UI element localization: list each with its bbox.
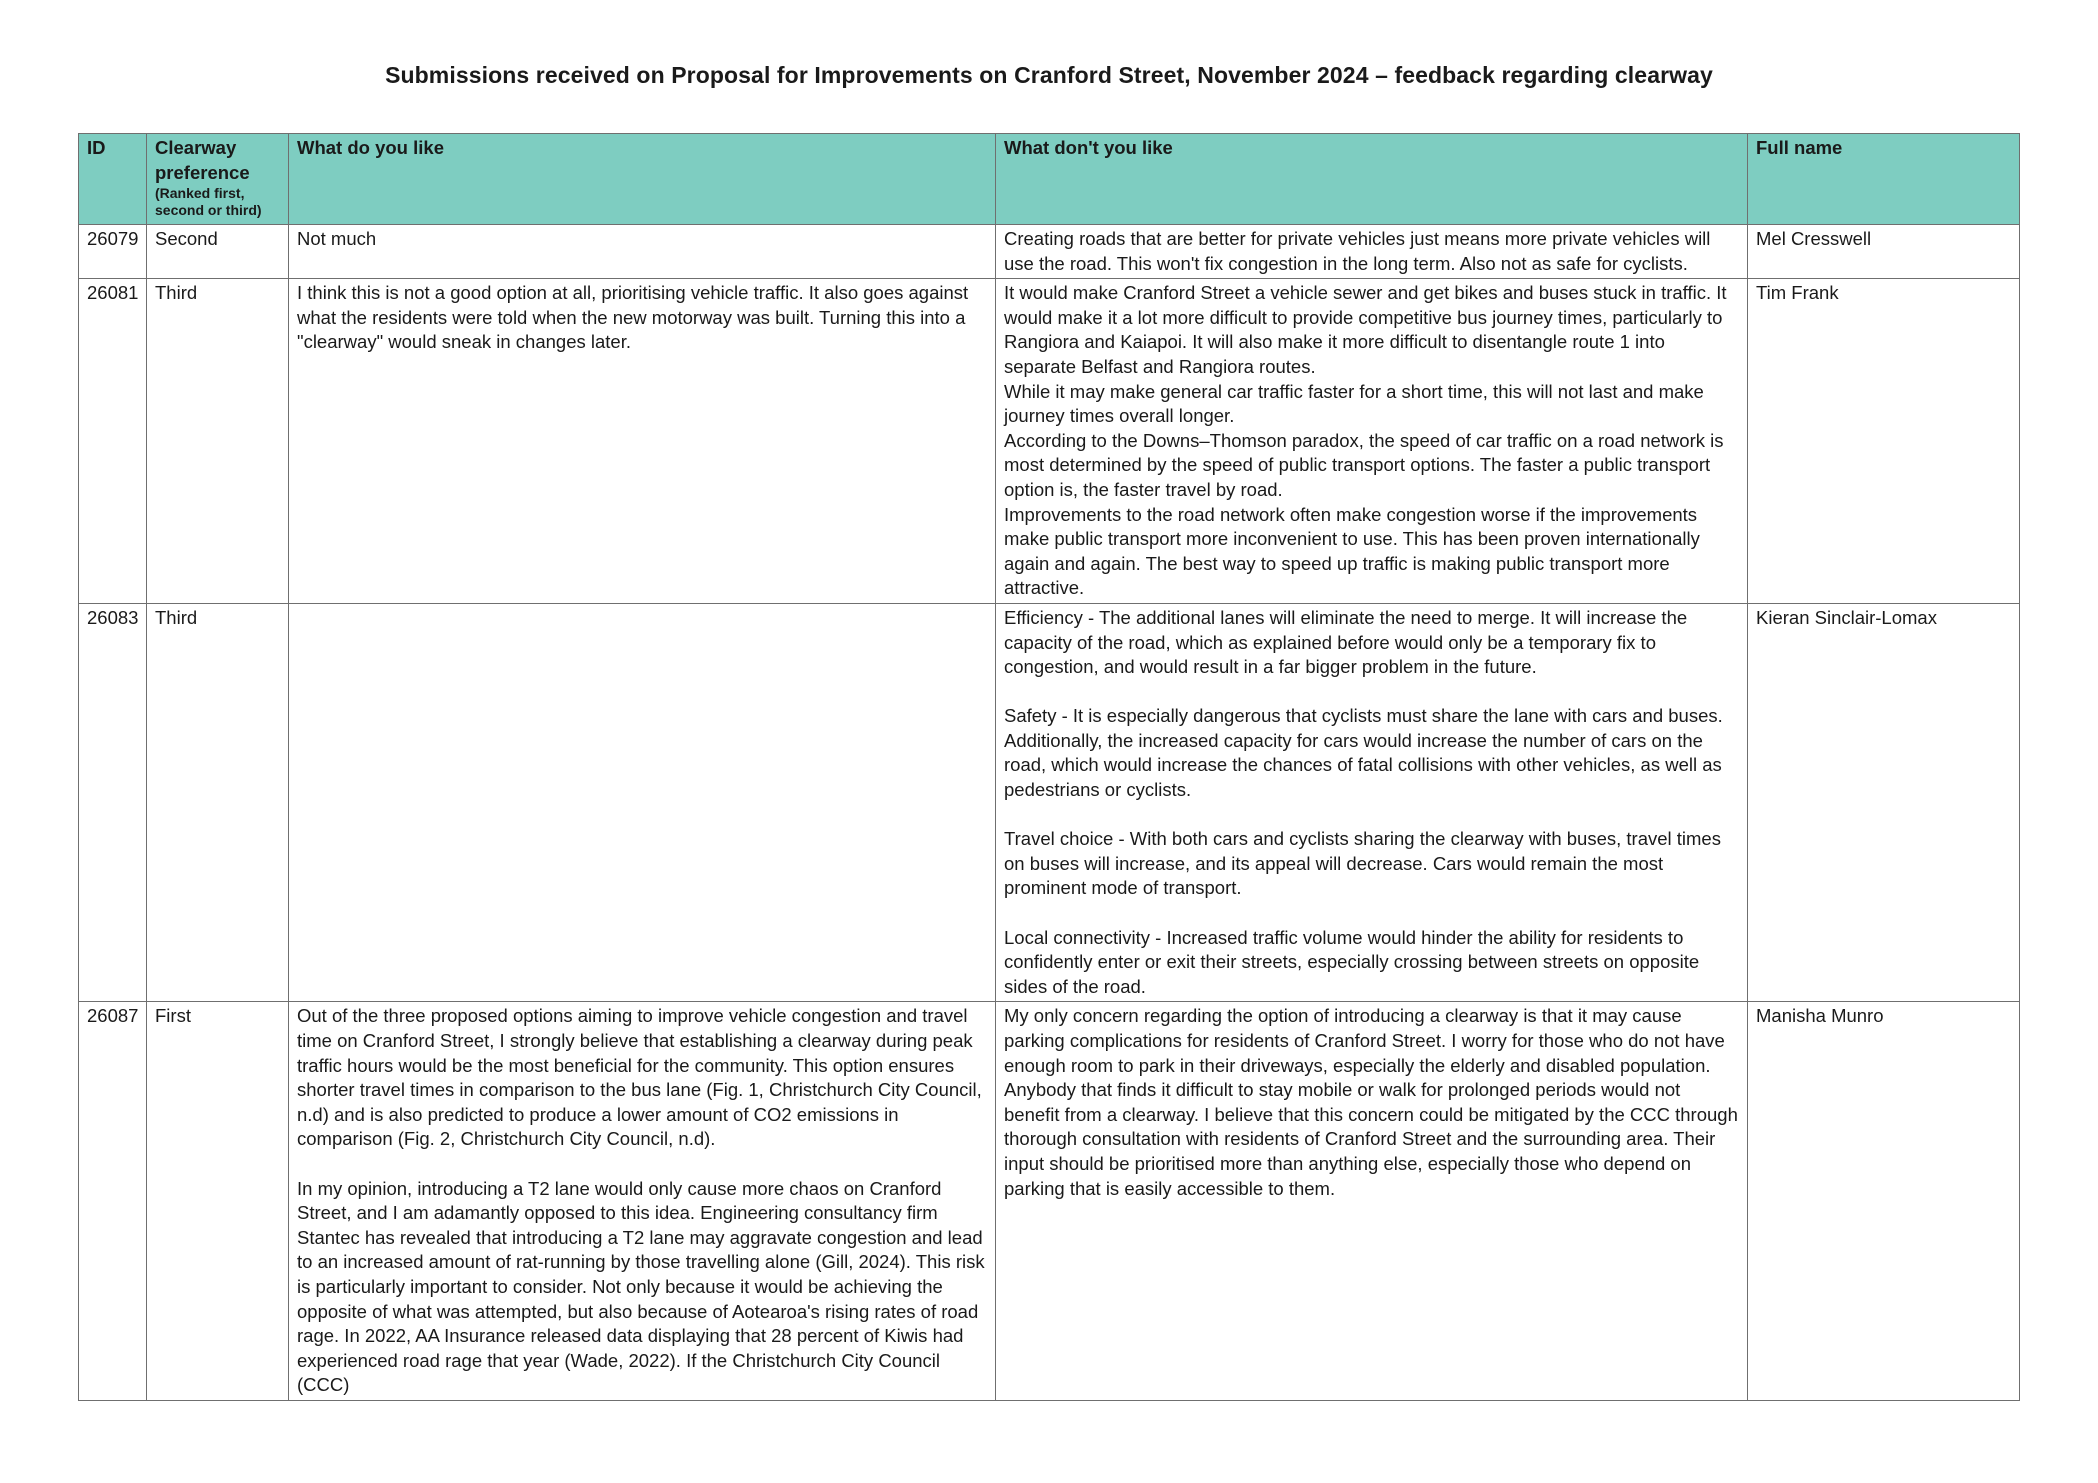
cell-preference: Third (147, 279, 289, 604)
cell-full-name: Kieran Sinclair-Lomax (1748, 603, 2020, 1002)
dislike-paragraph: Safety - It is especially dangerous that cyclists must share the lane with cars and buses. Additionally, the increased capacity for cars would increase the number of cars on the road, which would increase the chances of fatal collisions with other vehicles, as well as pedestrians or cyclists. (1004, 705, 1723, 801)
table-header-row (79, 134, 2020, 225)
header-full-name: Full name (1748, 134, 2020, 225)
dislike-line: While it may make general car traffic faster for a short time, this will not last and make journey times overall longer. (1004, 380, 1704, 427)
cell-like (289, 225, 996, 279)
header-what-you-dont-like: What don't you like (996, 134, 1748, 225)
dislike-paragraph: Creating roads that are better for private vehicles just means more private vehicles will use the road. This won't fix congestion in the long term. Also not as safe for cyclists. (1004, 228, 1711, 274)
cell-dislike (996, 279, 1748, 604)
table-row (79, 1002, 2020, 1401)
dislike-paragraph: Efficiency - The additional lanes will eliminate the need to merge. It will increase the capacity of the road, which as explained before would only be a temporary fix to congestion, and would result in a far bigger problem in the future. (1004, 606, 1688, 678)
cell-like (289, 603, 996, 1002)
cell-dislike (996, 1002, 1748, 1401)
submissions-table (78, 133, 2020, 1401)
cell-dislike (996, 225, 1748, 279)
document-title: Submissions received on Proposal for Improvements on Cranford Street, November 2024 – feedback regarding clearway (385, 62, 1713, 88)
cell-id: 26079 (79, 225, 147, 279)
cell-dislike (996, 603, 1748, 1002)
dislike-paragraph: Local connectivity - Increased traffic volume would hinder the ability for residents to confidently enter or exit their streets, especially crossing between streets on opposite sides of the road. (1004, 926, 1700, 997)
cell-full-name: Manisha Munro (1748, 1002, 2020, 1401)
like-paragraph: I think this is not a good option at all, prioritising vehicle traffic. It also goes against what the residents were told when the new motorway was built. Turning this into a "clearway" would sneak in changes later. (297, 282, 969, 353)
cell-preference: Second (147, 225, 289, 279)
cell-like (289, 1002, 996, 1401)
header-id: ID (79, 134, 147, 225)
cell-full-name: Mel Cresswell (1748, 225, 2020, 279)
dislike-line: Improvements to the road network often make congestion worse if the improvements make public transport more inconvenient to use. This has been proven internationally again and again. The best way to speed up traffic is making public transport more attractive. (1004, 503, 1700, 599)
cell-id: 26087 (79, 1002, 147, 1401)
like-paragraph: Not much (297, 228, 377, 249)
dislike-paragraph: Travel choice - With both cars and cyclists sharing the clearway with buses, travel times on buses will increase, and its appeal will decrease. Cars would remain the most prominent mode of transport. (1004, 828, 1721, 899)
header-preference-label: Clearway preference (155, 137, 250, 183)
header-what-you-like: What do you like (289, 134, 996, 225)
table-row (79, 603, 2020, 1002)
dislike-paragraph: My only concern regarding the option of introducing a clearway is that it may cause parking complications for residents of Cranford Street. I worry for those who do not have enough room to park in their driveways, especially the elderly and disabled population. Anybody that finds it difficult to stay mobile or walk for prolonged periods would not benefit from a clearway. I believe that this concern could be mitigated by the CCC through thorough consultation with residents of Cranford Street and the surrounding area. Their input should be prioritised more than anything else, especially those who depend on parking that is easily accessible to them. (1004, 1005, 1738, 1199)
table-row (79, 225, 2020, 279)
cell-id: 26081 (79, 279, 147, 604)
dislike-line: According to the Downs–Thomson paradox, the speed of car traffic on a road network is most determined by the speed of public transport options. The faster a public transport option is, the faster travel by road. (1004, 429, 1724, 500)
cell-full-name: Tim Frank (1748, 279, 2020, 604)
cell-id: 26083 (79, 603, 147, 1002)
like-paragraph: Out of the three proposed options aiming to improve vehicle congestion and travel time on Cranford Street, I strongly believe that establishing a clearway during peak traffic hours would be the most beneficial for the community. This option ensures shorter travel times in comparison to the bus lane (Fig. 1, Christchurch City Council, n.d) and is also predicted to produce a lower amount of CO2 emissions in comparison (Fig. 2, Christchurch City Council, n.d). (297, 1005, 982, 1150)
table-row (79, 279, 2020, 604)
dislike-line: It would make Cranford Street a vehicle sewer and get bikes and buses stuck in traffic. It would make it a lot more difficult to provide competitive bus journey times, particularly to Rangiora and Kaiapoi. It will also make it more difficult to disentangle route 1 into separate Belfast and Rangiora routes. (1004, 282, 1727, 377)
cell-preference: Third (147, 603, 289, 1002)
cell-preference: First (147, 1002, 289, 1401)
header-clearway-preference (147, 134, 289, 225)
header-preference-note: (Ranked first, second or third) (155, 185, 262, 219)
like-paragraph: In my opinion, introducing a T2 lane would only cause more chaos on Cranford Street, and I am adamantly opposed to this idea. Engineering consultancy firm Stantec has revealed that introducing a T2 lane may aggravate congestion and lead to an increased amount of rat-running by those travelling alone (Gill, 2024). This risk is particularly important to consider. Not only because it would be achieving the opposite of what was attempted, but also because of Aotearoa's rising rates of road rage. In 2022, AA Insurance released data displaying that 28 percent of Kiwis had experienced road rage that year (Wade, 2022). If the Christchurch City Council (CCC) (297, 1177, 985, 1396)
cell-like (289, 279, 996, 604)
